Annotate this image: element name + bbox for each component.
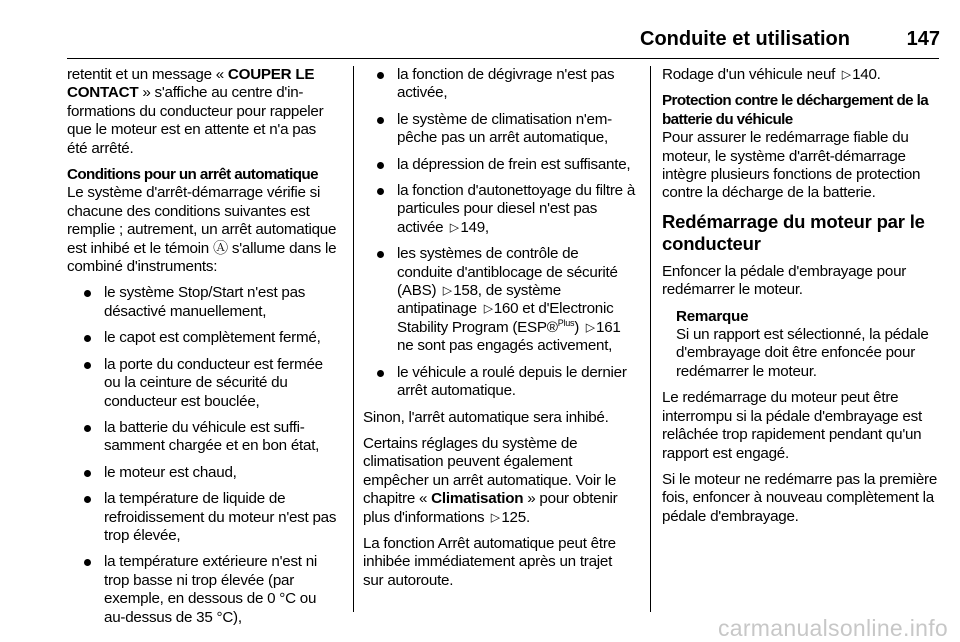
column-3 xyxy=(662,66,939,534)
heading-engine-restart: Redémarrage du moteur par le conducteur xyxy=(662,210,925,254)
message-label: COUPER LE CONTACT xyxy=(67,66,315,102)
page-reference-icon: ▽ xyxy=(480,305,495,315)
list-item: le système de climatisation n'empêche pas un arrêt automatique, xyxy=(363,111,636,148)
list-item: la température extérieure n'est ni trop basse ni trop élevée (par exemple, en dessous de 0 °C ou au-dessus de 35 °C), xyxy=(67,553,339,627)
list-item: la température de liquide de refroidissement du moteur n'est pas trop élevée, xyxy=(67,490,339,545)
list-item: le véhicule a roulé depuis le dernier arrêt automatique. xyxy=(363,364,636,401)
list-item: le moteur est chaud, xyxy=(67,464,339,482)
heading-conditions: Conditions pour un arrêt automatique xyxy=(67,166,318,184)
page-reference-icon: ▽ xyxy=(446,223,461,233)
page-reference-icon: ▽ xyxy=(582,323,597,333)
climate-paragraph: Certains réglages du système de climatisation peuvent également empêcher un arrêt automatique. Voir le chapitre « Climatisation » pour obtenir plus d'informations ▽125. xyxy=(363,434,618,526)
note-text: Si un rapport est sélectionné, la pédale d'embrayage doit être enfoncée pour redémarrer le moteur. xyxy=(676,326,929,380)
note-box xyxy=(676,308,939,382)
column-2 xyxy=(363,66,636,598)
restart-paragraph: Enfoncer la pédale d'embrayage pour redémarrer le moteur. xyxy=(662,262,907,299)
list-item: les systèmes de contrôle de conduite d'antiblocage de sécurité (ABS) ▽158, de système antipatinage ▽160 et d'Electronic Stability Program (ESP®$^{Plus}$) ▽161 ne sont pas engagés activement, xyxy=(363,245,636,355)
list-item: la fonction d'autonettoyage du filtre à particules pour diesel n'est pas activée ▽149, xyxy=(363,182,636,237)
conditions-list xyxy=(67,284,339,627)
intro-paragraph: retentit et un message « COUPER LE CONTACT » s'affiche au centre d'informations du conducteur pour rappeler que le moteur est en attente et n'a pas été arrêté. xyxy=(67,66,324,157)
battery-paragraph: Pour assurer le redémarrage fiable du moteur, le système d'arrêt-démarrage intègre plusieurs fonctions de protection contre la décharge de la batterie. xyxy=(662,129,921,202)
esp-plus-superscript: Plus xyxy=(557,317,575,328)
inhibit-paragraph: Sinon, l'arrêt automatique sera inhibé. xyxy=(363,408,609,426)
header-divider xyxy=(67,58,939,59)
list-item: le capot est complètement fermé, xyxy=(67,329,339,347)
chapter-link-climatisation[interactable]: Climatisation xyxy=(431,490,524,508)
list-item: la porte du conducteur est fermée ou la ceinture de sécurité du conducteur est bouclée, xyxy=(67,356,339,411)
conditions-list-continued xyxy=(363,66,636,401)
list-item: la fonction de dégivrage n'est pas activée, xyxy=(363,66,636,103)
auto-stop-indicator-icon: Ⓐ xyxy=(212,239,228,257)
column-divider-1 xyxy=(353,66,354,612)
note-title: Remarque xyxy=(676,307,749,325)
page-reference-icon: ▽ xyxy=(439,286,454,296)
list-item: la batterie du véhicule est suffisamment chargée et en bon état, xyxy=(67,419,339,456)
column-1 xyxy=(67,66,339,635)
watermark: carmanualsonline.info xyxy=(717,615,948,641)
highway-paragraph: La fonction Arrêt automatique peut être inhibée immédiatement après un trajet sur autoroute. xyxy=(363,534,616,589)
column-divider-2 xyxy=(650,66,651,612)
page-number: 147 xyxy=(906,28,940,50)
heading-battery-protection: Protection contre le déchargement de la batterie du véhicule xyxy=(662,92,929,128)
page-reference-icon: ▽ xyxy=(487,513,502,523)
break-in-paragraph: Rodage d'un véhicule neuf ▽140. xyxy=(662,66,881,83)
interrupt-paragraph: Le redémarrage du moteur peut être interrompu si la pédale d'embrayage est relâchée trop rapidement pendant qu'un rapport est engagé. xyxy=(662,389,922,462)
page-reference-icon: ▽ xyxy=(838,70,853,80)
list-item: le système Stop/Start n'est pas désactivé manuellement, xyxy=(67,284,339,321)
section-title: Conduite et utilisation xyxy=(640,28,850,50)
conditions-paragraph: Le système d'arrêt-démarrage vérifie si chacune des conditions suivantes est remplie ; autrement, un arrêt automatique est inhibé et le témoin Ⓐ s'allume dans le combiné d'instruments: xyxy=(67,184,337,276)
retry-paragraph: Si le moteur ne redémarre pas la première fois, enfoncer à nouveau complètement la pédale d'embrayage. xyxy=(662,470,938,525)
list-item: la dépression de frein est suffisante, xyxy=(363,156,636,174)
